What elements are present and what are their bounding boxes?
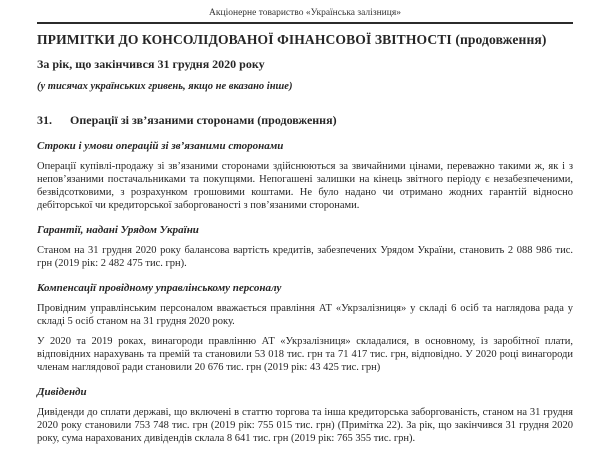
paragraph-terms-and-conditions: Операції купівлі-продажу зі зв’язаними сторонами здійснюються за звичайними цінами, переважно такими ж, як і з непов’язаними постачальниками та покупцями. Непогашені залишки на кінець звітного періоду є незабезпеченими, безвідсотковими, з розрахунком грошовими коштами. Не було надано чи отримано жодних гарантій відносно дебіторської чи кредиторської заборгованості з пов’язаними сторонами. [37,161,573,211]
subsection-heading-key-management-compensation: Компенсації провідному управлінському персоналу [37,282,282,294]
subsection-heading-dividends: Дивіденди [37,386,87,398]
subsection-heading-terms-and-conditions: Строки і умови операцій зі зв’язаними сторонами [37,140,284,152]
section-heading [37,113,573,128]
period-subtitle: За рік, що закінчився 31 грудня 2020 року [37,57,265,71]
paragraph-key-management-composition: Провідним управлінським персоналом вважається правління АТ «Укрзалізниця» у складі 6 осіб та наглядова рада у складі 5 осіб станом на 31 грудня 2020 року. [37,303,573,327]
paragraph-key-management-remuneration: У 2020 та 2019 роках, винагороди правлінню АТ «Укрзалізниця» складалися, в основному, із заробітної плати, відповідних нарахувань та премій та становили 53 018 тис. грн та 71 417 тис. грн, відповідно. У 2020 році винагороди членам наглядової ради становили 20 676 тис. грн (2019 рік: 43 425 тис. грн) [37,336,573,373]
paragraph-government-guarantees: Станом на 31 грудня 2020 року балансова вартість кредитів, забезпечених Урядом України, становить 2 088 986 тис. грн (2019 рік: 2 482 475 тис. грн). [37,245,573,269]
subsection-heading-government-guarantees: Гарантії, надані Урядом України [37,224,199,236]
paragraph-dividends: Дивіденди до сплати державі, що включені в статтю торгова та інша кредиторська заборгованість, станом на 31 грудня 2020 року становили 753 748 тис. грн (2019 рік: 755 015 тис. грн) (Примітка 22). За рік, що закінчився 31 грудня 2020 року, сума нарахованих дивідендів склала 8 641 тис. грн (2019 рік: 765 355 тис. грн). [37,407,573,444]
section-number: 31. [37,113,52,127]
company-name-header: Акціонерне товариство «Українська залізниця» [209,8,401,18]
units-note: (у тисячах українських гривень, якщо не вказано інше) [37,81,293,92]
section-title: Операції зі зв’язаними сторонами (продовження) [70,113,337,127]
header-divider [37,22,573,24]
document-title: ПРИМІТКИ ДО КОНСОЛІДОВАНОЇ ФІНАНСОВОЇ ЗВІТНОСТІ (продовження) [37,32,547,47]
